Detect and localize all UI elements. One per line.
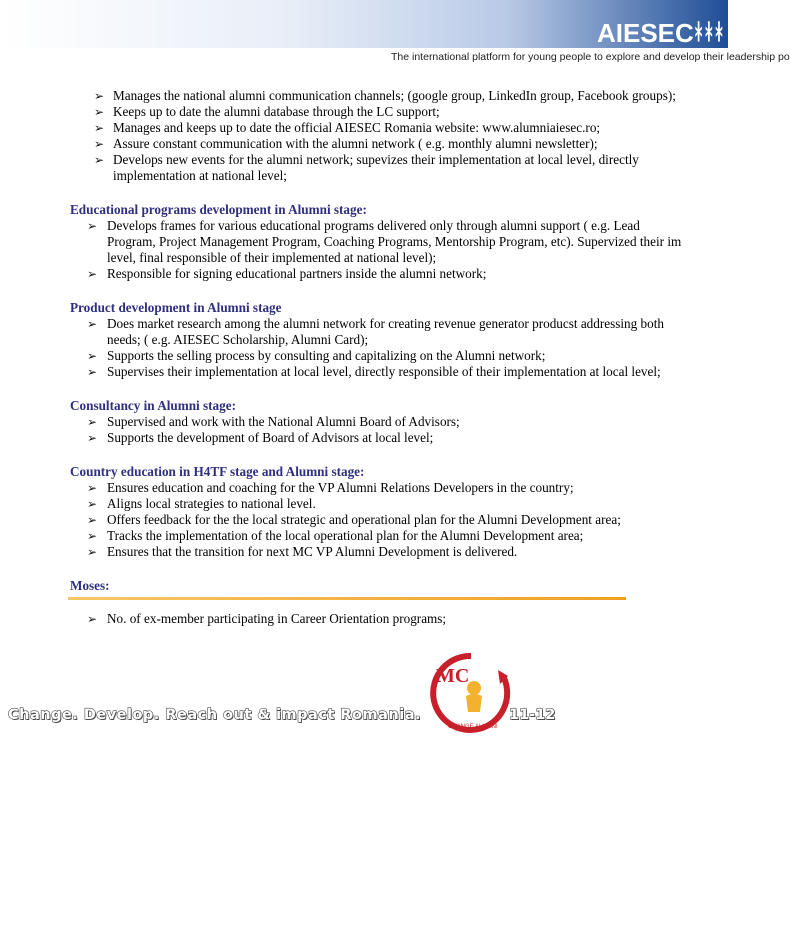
list-item: Keeps up to date the alumni database through the LC support; (113, 104, 440, 119)
moses-heading: Moses: (70, 578, 110, 593)
emblem-figure-body-icon (466, 694, 482, 712)
arrow-bullet-icon: ➢ (87, 431, 98, 445)
arrow-bullet-icon: ➢ (87, 219, 98, 233)
list-item-continuation: needs; ( e.g. AIESEC Scholarship, Alumni Card); (107, 332, 369, 347)
list-item: Responsible for signing educational partners inside the alumni network; (107, 266, 487, 281)
list-item: Supervises their implementation at local level, directly responsible of their implementation at local level; (107, 364, 661, 379)
logo-people-icon: ᚼᚼᚼ (692, 19, 723, 44)
arrow-bullet-icon: ➢ (94, 89, 105, 103)
arrow-bullet-icon: ➢ (94, 137, 105, 151)
list-item-continuation: implementation at national level; (113, 168, 287, 183)
list-item: Supports the development of Board of Advisors at local level; (107, 430, 434, 445)
mc-change-alumni-emblem (426, 648, 516, 738)
arrow-bullet-icon: ➢ (87, 349, 98, 363)
list-item: Develops new events for the alumni network; supevizes their implementation at local level, directly (113, 152, 639, 167)
list-item: Aligns local strategies to national level. (107, 496, 316, 511)
arrow-bullet-icon: ➢ (87, 365, 98, 379)
arrow-bullet-icon: ➢ (94, 121, 105, 135)
list-item: Supports the selling process by consulting and capitalizing on the Alumni network; (107, 348, 546, 363)
list-item: Supervised and work with the National Alumni Board of Advisors; (107, 414, 460, 429)
arrow-bullet-icon: ➢ (87, 497, 98, 511)
arrow-bullet-icon: ➢ (87, 267, 98, 281)
list-item-continuation: Program, Project Management Program, Coaching Programs, Mentorship Program, etc). Supervized their im (107, 234, 682, 249)
moses-divider (68, 597, 626, 600)
header-tagline: The international platform for young people to explore and develop their leadership po (391, 51, 790, 63)
list-item: Tracks the implementation of the local operational plan for the Alumni Development area; (107, 528, 584, 543)
arrow-bullet-icon: ➢ (94, 105, 105, 119)
list-item: Manages and keeps up to date the official AIESEC Romania website: www.alumniaiesec.ro; (113, 120, 601, 135)
arrow-bullet-icon: ➢ (87, 317, 98, 331)
page-header (0, 0, 790, 70)
list-item: Manages the national alumni communication channels; (google group, LinkedIn group, Facebook groups); (113, 88, 676, 103)
emblem-words: CHANGE ALUMNI (448, 724, 498, 730)
arrow-bullet-icon: ➢ (87, 513, 98, 527)
arrow-bullet-icon: ➢ (87, 529, 98, 543)
section-heading: Product development in Alumni stage (70, 300, 282, 315)
arrow-bullet-icon: ➢ (87, 612, 98, 626)
arrow-bullet-icon: ➢ (87, 481, 98, 495)
list-item: Assure constant communication with the alumni network ( e.g. monthly alumni newsletter); (113, 136, 598, 151)
list-item: Does market research among the alumni network for creating revenue generator producst addressing both (107, 316, 664, 331)
emblem-letters: MC (436, 665, 470, 687)
section-heading: Consultancy in Alumni stage: (70, 398, 236, 413)
list-item: Ensures education and coaching for the VP Alumni Relations Developers in the country; (107, 480, 574, 495)
footer-slogan: Change. Develop. Reach out & impact Romania. (8, 707, 421, 723)
section-heading: Educational programs development in Alumni stage: (70, 202, 367, 217)
list-item-continuation: level, final responsible of their implemented at national level); (107, 250, 437, 265)
list-item: Develops frames for various educational programs delivered only through alumni support ( e.g. Lead (107, 218, 640, 233)
footer-year: 11-12 (509, 707, 556, 723)
arrow-bullet-icon: ➢ (94, 153, 105, 167)
arrow-bullet-icon: ➢ (87, 545, 98, 559)
aiesec-logo: AIESEC (597, 18, 694, 48)
section-heading: Country education in H4TF stage and Alumni stage: (70, 464, 365, 479)
arrow-bullet-icon: ➢ (87, 415, 98, 429)
list-item: Offers feedback for the the local strategic and operational plan for the Alumni Development area; (107, 512, 621, 527)
list-item: Ensures that the transition for next MC VP Alumni Development is delivered. (107, 544, 518, 559)
list-item: No. of ex-member participating in Career Orientation programs; (107, 611, 447, 626)
